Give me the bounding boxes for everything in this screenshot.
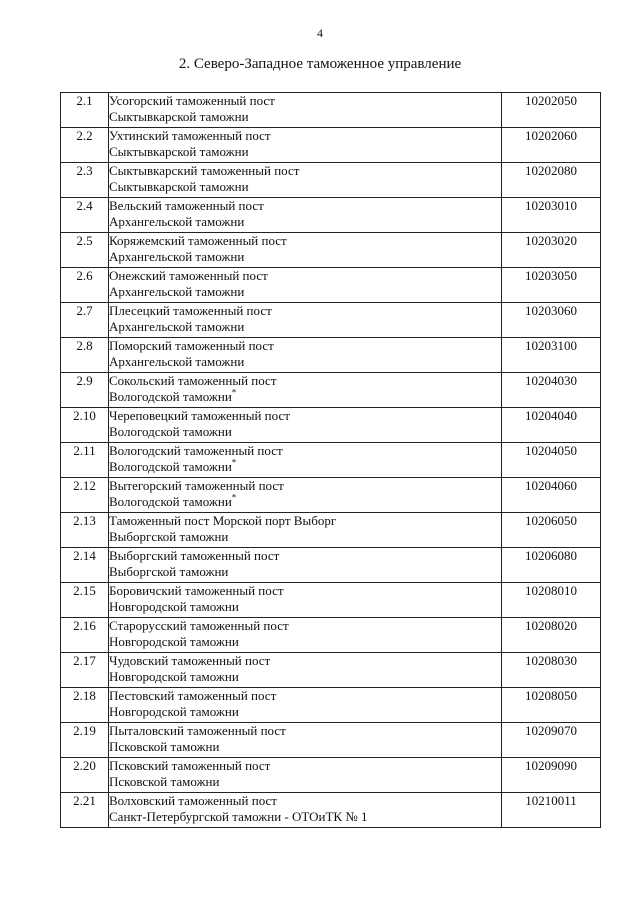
footnote-mark: * xyxy=(231,492,237,503)
row-number-cell: 2.17 xyxy=(61,653,109,688)
post-name: Пыталовский таможенный пост xyxy=(109,723,286,738)
customs-office-line xyxy=(109,564,501,580)
row-number-cell: 2.3 xyxy=(61,163,109,198)
customs-office-line xyxy=(109,809,501,825)
post-name-cell xyxy=(109,583,502,618)
post-name-cell xyxy=(109,198,502,233)
customs-office-name: Сыктывкарской таможни xyxy=(109,109,249,124)
table-row xyxy=(61,723,601,758)
post-name-cell xyxy=(109,548,502,583)
customs-office-name: Вологодской таможни xyxy=(109,494,232,509)
customs-office-name: Псковской таможни xyxy=(109,774,220,789)
customs-office-line xyxy=(109,284,501,300)
customs-office-name: Псковской таможни xyxy=(109,739,220,754)
customs-office-name: Новгородской таможни xyxy=(109,634,239,649)
table-row xyxy=(61,688,601,723)
post-name: Череповецкий таможенный пост xyxy=(109,408,290,423)
table-row xyxy=(61,758,601,793)
post-name: Волховский таможенный пост xyxy=(109,793,277,808)
customs-office-line xyxy=(109,599,501,615)
row-number-cell: 2.11 xyxy=(61,443,109,478)
post-name: Таможенный пост Морской порт Выборг xyxy=(109,513,337,528)
post-name: Пестовский таможенный пост xyxy=(109,688,277,703)
row-number-cell: 2.12 xyxy=(61,478,109,513)
post-name-cell xyxy=(109,233,502,268)
page-number: 4 xyxy=(317,26,323,40)
customs-office-line xyxy=(109,214,501,230)
row-number-cell: 2.2 xyxy=(61,128,109,163)
table-row xyxy=(61,93,601,128)
customs-office-line xyxy=(109,494,501,510)
post-name-cell xyxy=(109,513,502,548)
post-name: Сокольский таможенный пост xyxy=(109,373,277,388)
post-name: Чудовский таможенный пост xyxy=(109,653,271,668)
customs-office-line xyxy=(109,529,501,545)
table-row xyxy=(61,618,601,653)
post-name-cell xyxy=(109,128,502,163)
customs-office-name: Вологодской таможни xyxy=(109,389,232,404)
customs-office-name: Вологодской таможни xyxy=(109,459,232,474)
post-name: Старорусский таможенный пост xyxy=(109,618,289,633)
table-row xyxy=(61,443,601,478)
post-name: Онежский таможенный пост xyxy=(109,268,268,283)
post-code-cell: 10204060 xyxy=(502,478,601,513)
row-number-cell: 2.5 xyxy=(61,233,109,268)
row-number-cell: 2.15 xyxy=(61,583,109,618)
table-body xyxy=(61,93,601,828)
post-name: Вологодский таможенный пост xyxy=(109,443,283,458)
table-row xyxy=(61,408,601,443)
row-number-cell: 2.1 xyxy=(61,93,109,128)
row-number-cell: 2.20 xyxy=(61,758,109,793)
footnote-mark: * xyxy=(231,387,237,398)
table-row xyxy=(61,373,601,408)
post-name-cell xyxy=(109,758,502,793)
post-name: Боровичский таможенный пост xyxy=(109,583,284,598)
post-code-cell: 10204050 xyxy=(502,443,601,478)
post-name-cell xyxy=(109,268,502,303)
row-number-cell: 2.6 xyxy=(61,268,109,303)
row-number-cell: 2.7 xyxy=(61,303,109,338)
table-row xyxy=(61,268,601,303)
post-code-cell: 10203010 xyxy=(502,198,601,233)
post-name-cell xyxy=(109,338,502,373)
table-row xyxy=(61,513,601,548)
row-number-cell: 2.10 xyxy=(61,408,109,443)
post-code-cell: 10209070 xyxy=(502,723,601,758)
post-name: Выборгский таможенный пост xyxy=(109,548,280,563)
post-code-cell: 10208020 xyxy=(502,618,601,653)
post-code-cell: 10204030 xyxy=(502,373,601,408)
customs-office-name: Вологодской таможни xyxy=(109,424,232,439)
customs-office-line xyxy=(109,634,501,650)
post-name-cell xyxy=(109,443,502,478)
customs-office-line xyxy=(109,319,501,335)
table-row xyxy=(61,233,601,268)
post-name-cell xyxy=(109,373,502,408)
post-name: Псковский таможенный пост xyxy=(109,758,271,773)
post-code-cell: 10209090 xyxy=(502,758,601,793)
footnote-mark: * xyxy=(231,457,237,468)
row-number-cell: 2.16 xyxy=(61,618,109,653)
post-name-cell xyxy=(109,478,502,513)
table-row xyxy=(61,303,601,338)
table-row xyxy=(61,548,601,583)
customs-office-name: Новгородской таможни xyxy=(109,669,239,684)
customs-office-line xyxy=(109,459,501,475)
customs-office-name: Новгородской таможни xyxy=(109,599,239,614)
section-title: 2. Северо-Западное таможенное управление xyxy=(178,56,462,72)
table-row xyxy=(61,198,601,233)
table-row xyxy=(61,793,601,828)
table-row xyxy=(61,478,601,513)
customs-office-name: Архангельской таможни xyxy=(109,249,245,264)
customs-posts-table xyxy=(60,92,601,828)
customs-office-name: Выборгской таможни xyxy=(109,529,229,544)
post-name: Усогорский таможенный пост xyxy=(109,93,275,108)
customs-office-name: Архангельской таможни xyxy=(109,284,245,299)
post-name: Вельский таможенный пост xyxy=(109,198,264,213)
customs-office-name: Сыктывкарской таможни xyxy=(109,144,249,159)
post-name: Вытегорский таможенный пост xyxy=(109,478,284,493)
post-code-cell: 10206080 xyxy=(502,548,601,583)
row-number-cell: 2.18 xyxy=(61,688,109,723)
post-name-cell xyxy=(109,408,502,443)
post-code-cell: 10204040 xyxy=(502,408,601,443)
post-name: Сыктывкарский таможенный пост xyxy=(109,163,300,178)
post-name-cell xyxy=(109,93,502,128)
customs-office-line xyxy=(109,389,501,405)
customs-office-line xyxy=(109,179,501,195)
post-name-cell xyxy=(109,303,502,338)
customs-office-name: Выборгской таможни xyxy=(109,564,229,579)
post-name-cell xyxy=(109,688,502,723)
post-name-cell xyxy=(109,163,502,198)
post-name: Коряжемский таможенный пост xyxy=(109,233,287,248)
table-row xyxy=(61,653,601,688)
post-name-cell xyxy=(109,618,502,653)
table-row xyxy=(61,128,601,163)
post-name-cell xyxy=(109,793,502,828)
row-number-cell: 2.13 xyxy=(61,513,109,548)
customs-office-name: Архангельской таможни xyxy=(109,354,245,369)
post-code-cell: 10210011 xyxy=(502,793,601,828)
customs-office-name: Архангельской таможни xyxy=(109,319,245,334)
post-code-cell: 10208030 xyxy=(502,653,601,688)
post-name: Ухтинский таможенный пост xyxy=(109,128,271,143)
row-number-cell: 2.9 xyxy=(61,373,109,408)
post-code-cell: 10203060 xyxy=(502,303,601,338)
customs-office-line xyxy=(109,144,501,160)
customs-office-line xyxy=(109,704,501,720)
post-code-cell: 10203100 xyxy=(502,338,601,373)
row-number-cell: 2.4 xyxy=(61,198,109,233)
post-code-cell: 10202080 xyxy=(502,163,601,198)
customs-office-name: Новгородской таможни xyxy=(109,704,239,719)
customs-office-line xyxy=(109,109,501,125)
customs-office-name: Архангельской таможни xyxy=(109,214,245,229)
post-name: Плесецкий таможенный пост xyxy=(109,303,272,318)
customs-office-line xyxy=(109,739,501,755)
post-code-cell: 10208050 xyxy=(502,688,601,723)
customs-office-line xyxy=(109,249,501,265)
row-number-cell: 2.8 xyxy=(61,338,109,373)
row-number-cell: 2.19 xyxy=(61,723,109,758)
table-row xyxy=(61,338,601,373)
table-row xyxy=(61,163,601,198)
post-code-cell: 10206050 xyxy=(502,513,601,548)
customs-office-name: Сыктывкарской таможни xyxy=(109,179,249,194)
post-code-cell: 10203020 xyxy=(502,233,601,268)
row-number-cell: 2.14 xyxy=(61,548,109,583)
post-name-cell xyxy=(109,723,502,758)
post-code-cell: 10208010 xyxy=(502,583,601,618)
post-name: Поморский таможенный пост xyxy=(109,338,274,353)
table-row xyxy=(61,583,601,618)
post-code-cell: 10202050 xyxy=(502,93,601,128)
customs-office-line xyxy=(109,424,501,440)
customs-office-line xyxy=(109,774,501,790)
row-number-cell: 2.21 xyxy=(61,793,109,828)
customs-office-name: Санкт-Петербургской таможни - ОТОиТК № 1 xyxy=(109,809,368,824)
customs-office-line xyxy=(109,669,501,685)
post-name-cell xyxy=(109,653,502,688)
post-code-cell: 10203050 xyxy=(502,268,601,303)
post-code-cell: 10202060 xyxy=(502,128,601,163)
customs-office-line xyxy=(109,354,501,370)
